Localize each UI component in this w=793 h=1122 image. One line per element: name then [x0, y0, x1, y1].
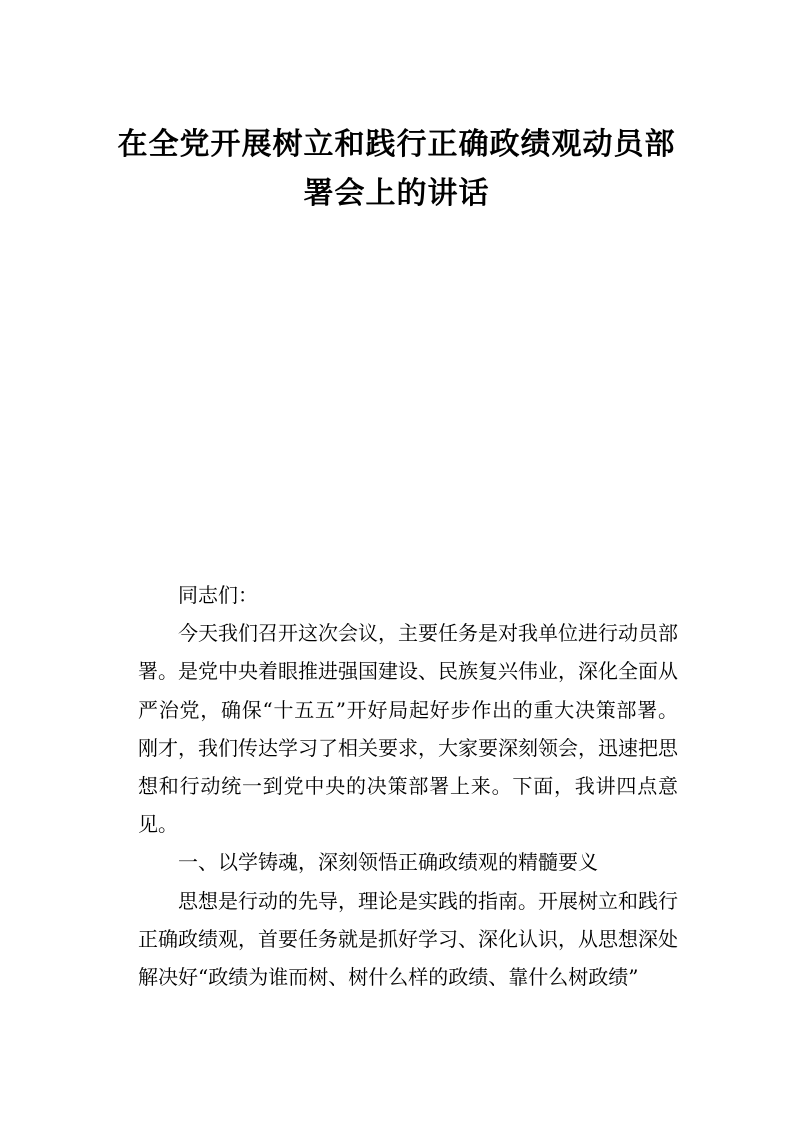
- section-heading-1: 一、以学铸魂，深刻领悟正确政绩观的精髓要义: [178, 850, 598, 875]
- document-title-line-2: 署会上的讲话: [303, 176, 490, 211]
- salutation: 同志们：: [178, 583, 258, 607]
- paragraph-section-1: 思想是行动的先导，理论是实践的指南。开展树立和践行正确政绩观，首要任务就是抓好学习、深化认识，从思想深处解决好“政绩为谁而树、树什么样的政绩、靠什么树政绩”: [138, 888, 678, 990]
- document-body: [138, 576, 678, 996]
- document-title-line-1: 在全党开展树立和践行正确政绩观动员部: [117, 127, 676, 162]
- paragraph-opening: 今天我们召开这次会议，主要任务是对我单位进行动员部署。是党中央着眼推进强国建设、民族复兴伟业，深化全面从严治党，确保“十五五”开好局起好步作出的重大决策部署。刚才，我们传达学习了相关要求，大家要深刻领会，迅速把思想和行动统一到党中央的决策部署上来。下面，我讲四点意见。: [138, 621, 678, 837]
